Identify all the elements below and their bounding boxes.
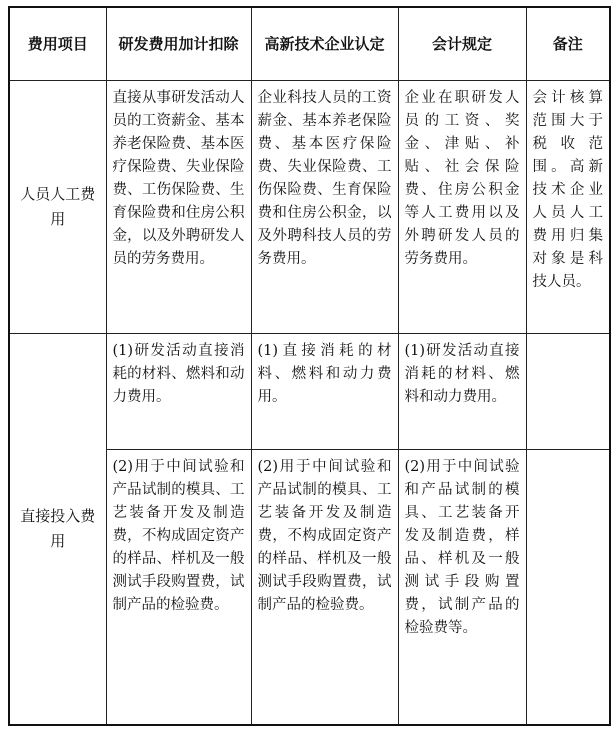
category-personnel-cost: 人员人工费用 [9,81,106,334]
cell-remarks [526,334,610,450]
cell-accounting: (1)研发活动直接消耗的材料、燃料和动力费用。 [398,334,526,450]
cell-rd-deduction: (2)用于中间试验和产品试制的模具、工艺装备开发及制造费，不构成固定资产的样品、样机及一般测试手段购置费，试制产品的检验费。 [106,450,251,726]
header-rd-super-deduction: 研发费用加计扣除 [106,7,251,81]
cell-accounting: (2)用于中间试验和产品试制的模具、工艺装备开发及制造费，样品、样机及一般测试手段购置费，试制产品的检验费等。 [398,450,526,726]
cell-remarks [526,450,610,726]
header-expense-item: 费用项目 [9,7,106,81]
category-direct-input-cost: 直接投入费用 [9,334,106,726]
cell-accounting: 企业在职研发人员的工资、奖金、津贴、补贴、社会保险费、住房公积金等人工费用以及外聘研发人员的劳务费用。 [398,81,526,334]
table-row [9,334,610,450]
header-remarks: 备注 [526,7,610,81]
cell-remarks: 会计核算范围大于税收范围。高新技术企业人员人工费用归集对象是科技人员。 [526,81,610,334]
header-row [9,7,610,81]
cell-rd-deduction: (1)研发活动直接消耗的材料、燃料和动力费用。 [106,334,251,450]
header-high-tech-certification: 高新技术企业认定 [251,7,398,81]
table-row [9,81,610,334]
cell-high-tech: (1)直接消耗的材料、燃料和动力费用。 [251,334,398,450]
header-accounting-rules: 会计规定 [398,7,526,81]
cell-high-tech: (2)用于中间试验和产品试制的模具、工艺装备开发及制造费，不构成固定资产的样品、样机及一般测试手段购置费，试制产品的检验费。 [251,450,398,726]
rd-expense-comparison-table [8,6,611,726]
cell-high-tech: 企业科技人员的工资薪金、基本养老保险费、基本医疗保险费、失业保险费、工伤保险费、生育保险费和住房公积金，以及外聘科技人员的劳务费用。 [251,81,398,334]
document-page [8,6,609,726]
cell-rd-deduction: 直接从事研发活动人员的工资薪金、基本养老保险费、基本医疗保险费、失业保险费、工伤保险费、生育保险费和住房公积金，以及外聘研发人员的劳务费用。 [106,81,251,334]
